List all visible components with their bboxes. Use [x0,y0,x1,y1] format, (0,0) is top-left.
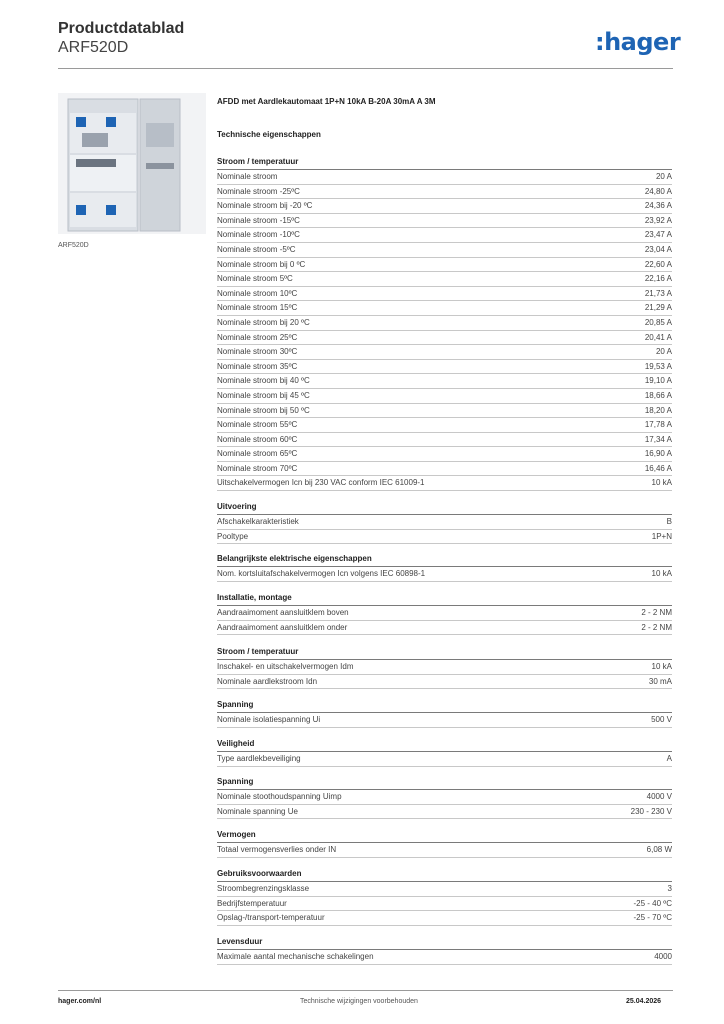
spec-row [217,433,672,448]
spec-value: 23,04 A [644,244,672,254]
spec-value: 20 A [655,172,672,181]
spec-row [217,199,672,214]
group-title: Spanning [217,775,672,790]
group-title: Gebruiksvoorwaarden [217,867,672,882]
spec-label: Nominale stroom 25ºC [217,332,298,342]
spec-value: 1P+N [651,531,672,541]
spec-row [217,897,672,912]
spec-label: Nominale stroom 30ºC [217,347,298,357]
page-subtitle: ARF520D [58,39,129,56]
spec-label: Nominale isolatiespanning Ui [217,715,321,724]
spec-group [217,591,672,635]
footer-divider [58,990,673,991]
spec-label: Nominale stroom 35ºC [217,361,298,371]
hager-logo: :hager [595,28,681,56]
spec-label: Uitschakelvermogen Icn bij 230 VAC conform IEC 61009-1 [217,478,425,488]
image-caption: ARF520D [58,242,89,249]
spec-group [217,698,672,728]
spec-row [217,418,672,433]
spec-value: B [666,517,672,526]
group-title: Veiligheid [217,737,672,752]
spec-row [217,911,672,926]
spec-label: Totaal vermogensverlies onder IN [217,845,337,854]
spec-row [217,567,672,582]
spec-group [217,935,672,965]
spec-group [217,867,672,926]
group-title: Vermogen [217,828,672,843]
spec-row [217,790,672,805]
spec-value: 4000 [654,952,672,961]
spec-label: Bedrijfstemperatuur [217,898,287,908]
spec-value: 30 mA [648,676,672,686]
spec-value: 16,90 A [644,449,672,459]
spec-label: Nominale stroom bij 45 ºC [217,390,310,400]
spec-value: 24,36 A [644,201,672,211]
spec-label: Opslag-/transport-temperatuur [217,913,325,923]
section-title: Technische eigenschappen [217,130,321,139]
group-title: Stroom / temperatuur [217,645,672,660]
spec-value: 23,47 A [644,230,672,240]
spec-row [217,287,672,302]
spec-label: Nominale stroom bij 20 ºC [217,317,310,327]
spec-value: 21,73 A [644,288,672,298]
group-title: Levensduur [217,935,672,950]
spec-row [217,843,672,858]
spec-label: Nominale spanning Ue [217,806,298,816]
footer-note: Technische wijzigingen voorbehouden [300,998,418,1005]
spec-label: Nominale stroom 65ºC [217,449,298,459]
spec-row [217,272,672,287]
spec-label: Nominale stroom -25ºC [217,186,300,196]
spec-label: Nominale stroom 70ºC [217,463,298,473]
group-title: Installatie, montage [217,591,672,606]
group-title: Spanning [217,698,672,713]
spec-row [217,258,672,273]
spec-value: 6,08 W [646,845,672,854]
spec-value: 18,66 A [644,390,672,400]
footer-date: 25.04.2026 [626,998,662,1005]
spec-label: Nominale stroom [217,172,278,181]
footer-website: hager.com/nl [58,998,102,1005]
spec-label: Pooltype [217,531,249,541]
spec-value: -25 - 70 ºC [633,913,672,923]
spec-value: 10 kA [651,662,672,671]
page-title: Productdatablad [58,20,185,37]
spec-value: 23,92 A [644,215,672,225]
spec-row [217,228,672,243]
spec-row [217,360,672,375]
spec-value: -25 - 40 ºC [633,898,672,908]
spec-label: Nominale stroom -5ºC [217,244,296,254]
spec-value: 2 - 2 NM [641,622,672,632]
spec-label: Nominale stroom 10ºC [217,288,298,298]
spec-value: 24,80 A [644,186,672,196]
spec-label: Nominale aardlekstroom Idn [217,676,318,686]
spec-value: 4000 V [646,792,672,801]
spec-group [217,552,672,582]
spec-group [217,775,672,819]
spec-row [217,316,672,331]
spec-value: 10 kA [651,569,672,578]
spec-row [217,462,672,477]
spec-value: 230 - 230 V [630,806,672,816]
spec-group [217,500,672,544]
spec-value: 10 kA [651,478,672,488]
spec-row [217,243,672,258]
product-image [58,93,206,234]
spec-label: Nominale stroom -15ºC [217,215,300,225]
spec-label: Afschakelkarakteristiek [217,517,299,526]
spec-label: Nominale stroom bij 0 ºC [217,259,306,269]
spec-label: Nominale stroom -10ºC [217,230,300,240]
spec-value: 19,53 A [644,361,672,371]
spec-value: 20,41 A [644,332,672,342]
spec-row [217,675,672,690]
spec-value: 18,20 A [644,405,672,415]
spec-label: Nominale stroom 60ºC [217,434,298,444]
spec-label: Nominale stroom 5ºC [217,274,293,284]
header-divider [58,68,673,69]
spec-group [217,828,672,858]
spec-value: 22,16 A [644,274,672,284]
spec-row [217,301,672,316]
spec-row [217,805,672,820]
spec-value: A [666,754,672,763]
spec-row [217,389,672,404]
spec-value: 19,10 A [644,376,672,386]
spec-label: Nominale stroom bij 40 ºC [217,376,310,386]
spec-value: 20,85 A [644,317,672,327]
spec-group [217,155,672,491]
spec-value: 500 V [651,715,672,724]
spec-row [217,185,672,200]
spec-row [217,404,672,419]
spec-label: Nominale stroom 15ºC [217,303,298,313]
spec-row [217,606,672,621]
group-title: Belangrijkste elektrische eigenschappen [217,552,672,567]
spec-label: Nominale stroom bij -20 ºC [217,201,313,211]
spec-row [217,950,672,965]
spec-row [217,476,672,491]
spec-label: Nom. kortsluitafschakelvermogen Icn volgens IEC 60898-1 [217,569,426,578]
spec-label: Inschakel- en uitschakelvermogen Idm [217,662,354,671]
spec-label: Type aardlekbeveiliging [217,754,301,763]
spec-row [217,752,672,767]
spec-value: 17,34 A [644,434,672,444]
spec-label: Nominale stroom bij 50 ºC [217,405,310,415]
spec-group [217,737,672,767]
spec-label: Stroombegrenzingsklasse [217,884,310,893]
spec-row [217,515,672,530]
spec-row [217,345,672,360]
spec-row [217,713,672,728]
spec-row [217,214,672,229]
spec-label: Aandraaimoment aansluitklem onder [217,622,348,632]
spec-row [217,660,672,675]
spec-row [217,331,672,346]
breaker-illustration [58,93,206,234]
spec-value: 2 - 2 NM [641,608,672,617]
spec-label: Maximale aantal mechanische schakelingen [217,952,374,961]
spec-value: 3 [667,884,672,893]
spec-value: 21,29 A [644,303,672,313]
group-title: Uitvoering [217,500,672,515]
spec-row [217,621,672,636]
spec-row [217,374,672,389]
spec-group [217,645,672,689]
product-title: AFDD met Aardlekautomaat 1P+N 10kA B-20A 30mA A 3M [217,97,436,106]
spec-label: Aandraaimoment aansluitklem boven [217,608,349,617]
spec-label: Nominale stoothoudspanning Uimp [217,792,342,801]
spec-value: 17,78 A [644,420,672,430]
spec-row [217,170,672,185]
spec-row [217,530,672,545]
spec-label: Nominale stroom 55ºC [217,420,298,430]
spec-value: 20 A [655,347,672,357]
spec-row [217,447,672,462]
spec-value: 16,46 A [644,463,672,473]
spec-value: 22,60 A [644,259,672,269]
spec-row [217,882,672,897]
group-title: Stroom / temperatuur [217,155,672,170]
